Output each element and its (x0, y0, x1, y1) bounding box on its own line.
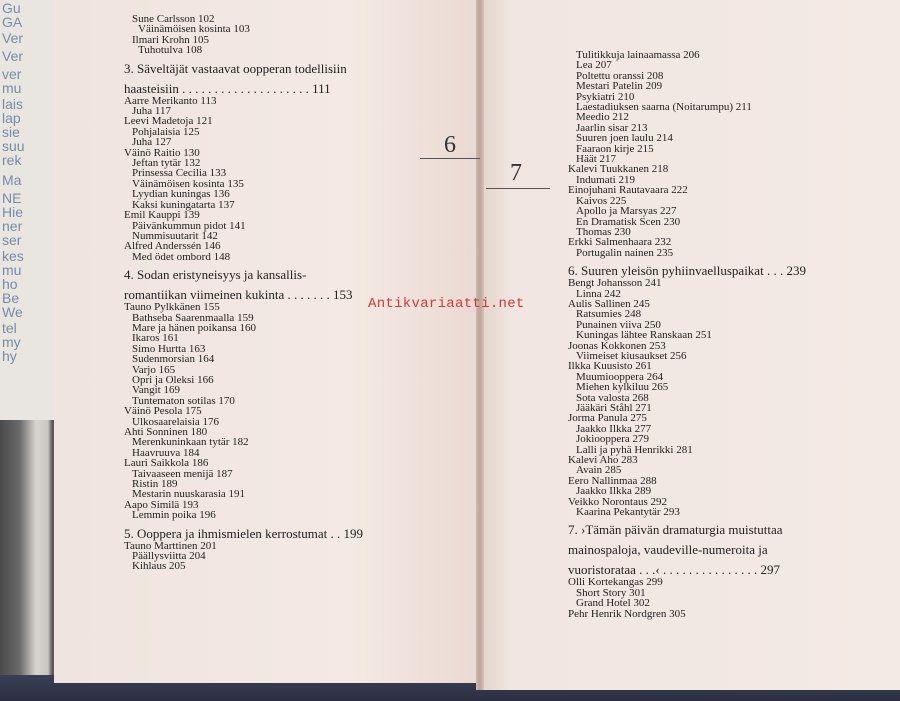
toc-entry-composer: Olli Kortekangas 299 (568, 576, 663, 589)
toc-entry-work: Mestari Patelin 209 (576, 80, 663, 93)
right-page (478, 0, 900, 690)
toc-entry-work: Merenkuninkaan tytär 182 (132, 436, 249, 449)
toc-entry-composer: Einojuhani Rautavaara 222 (568, 184, 688, 197)
toc-entry-work: En Dramatisk Scen 230 (576, 215, 681, 228)
toc-entry-work: Tulitikkuja lainaamassa 206 (576, 49, 700, 61)
background-text-fragment: rek (2, 152, 22, 168)
toc-entry-work: Taivaaseen menijä 187 (132, 467, 233, 480)
toc-entry-work: Ristin 189 (132, 478, 178, 491)
toc-entry-work: Ratsumies 248 (576, 308, 642, 321)
toc-entry-composer: Veikko Norontaus 292 (568, 495, 667, 508)
toc-entry-work: Juha 117 (132, 105, 172, 118)
toc-entry-composer: Aarre Merikanto 113 (124, 94, 217, 107)
toc-entry-work: Lemmin poika 196 (132, 509, 216, 522)
toc-entry-composer: Väinö Pesola 175 (124, 405, 202, 418)
toc-section-heading: 3. Säveltäjät vastaavat oopperan todellisiin (124, 60, 347, 76)
toc-entry-composer: Lauri Saikkola 186 (124, 457, 209, 470)
toc-entry-work: Punainen viiva 250 (576, 318, 661, 331)
toc-entry-work: Tuntematon sotilas 170 (132, 394, 235, 407)
toc-entry-composer: Emil Kauppi 139 (124, 209, 200, 222)
toc-section-heading: mainospaloja, vaudeville-numeroita ja (568, 542, 768, 558)
toc-entry-work: Prinsessa Cecilia 133 (132, 167, 227, 180)
toc-entry-composer: Alfred Anderssén 146 (124, 240, 221, 253)
toc-entry-work: Väinämöisen kosinta 103 (138, 23, 250, 36)
background-text-fragment: lais (2, 96, 24, 112)
background-text-fragment: GA (2, 14, 23, 30)
toc-entry-work: Päivänkummun pidot 141 (132, 219, 246, 232)
toc-entry-work: Haavruuva 184 (132, 446, 200, 459)
toc-entry-work: Faaraon kirje 215 (576, 142, 654, 155)
background-text-fragment: ver (2, 66, 22, 82)
toc-entry-composer: Tauno Pylkkänen 155 (124, 301, 220, 314)
toc-section-heading: romantiikan viimeinen kukinta . . . . . . . 153 (124, 287, 353, 303)
toc-entry-work: Psykiatri 210 (576, 90, 635, 103)
chapter-marker-6: 6 (444, 132, 456, 158)
toc-entry-work: Laestadiuksen saarna (Noitarumpu) 211 (576, 101, 752, 114)
toc-entry-work: Kaivos 225 (576, 194, 627, 207)
toc-entry-composer: Joonas Kokkonen 253 (568, 339, 666, 352)
toc-entry-work: Juha 127 (132, 136, 172, 149)
toc-entry-work: Med ödet ombord 148 (132, 250, 231, 263)
toc-entry-work: Kaksi kuningatarta 137 (132, 198, 235, 211)
book-gutter (476, 0, 484, 690)
background-text-fragment: Ver (2, 30, 24, 46)
toc-entry-composer: Pehr Henrik Nordgren 305 (568, 607, 686, 620)
background-text-fragment: Gu (2, 0, 21, 16)
toc-entry-composer: Bengt Johansson 241 (568, 277, 662, 290)
background-text-fragment: lap (2, 110, 21, 126)
toc-entry-work: Muumiooppera 264 (576, 370, 664, 383)
toc-entry-work: Kaarina Pekantytär 293 (576, 506, 680, 519)
toc-entry-work: Miehen kylkiluu 265 (576, 381, 669, 394)
left-page (54, 0, 480, 683)
background-text-fragment: kes (2, 248, 24, 264)
toc-entry-work: Indumati 219 (576, 173, 635, 186)
watermark: Antikvariaatti.net (368, 296, 525, 312)
toc-entry-work: Jokiooppera 279 (576, 433, 650, 446)
background-text-fragment: ser (2, 232, 22, 248)
background-text-fragment: mu (2, 80, 22, 96)
toc-entry-composer: Kalevi Tuukkanen 218 (568, 163, 669, 176)
toc-entry-composer: Ahti Sonninen 180 (124, 426, 208, 438)
toc-entry-work: Tuhotulva 108 (138, 44, 203, 57)
toc-entry-work: Jaakko Ilkka 277 (576, 422, 652, 435)
toc-section-heading: 6. Suuren yleisön pyhiinvaelluspaikat . . . 239 (568, 263, 806, 279)
toc-entry-composer: Väinö Raitio 130 (124, 146, 200, 159)
toc-entry-work: Ikaros 161 (132, 332, 179, 345)
toc-entry-work: Lalli ja pyhä Henrikki 281 (576, 443, 693, 456)
toc-entry-composer: Aapo Similä 193 (124, 498, 199, 511)
toc-entry-work: Simo Hurtta 163 (132, 342, 206, 355)
toc-entry-composer: Leevi Madetoja 121 (124, 115, 213, 128)
toc-entry-work: Short Story 301 (576, 586, 646, 599)
background-text-fragment: ner (2, 218, 23, 234)
toc-entry-work: Jeftan tytär 132 (132, 157, 201, 170)
chapter-marker-7: 7 (510, 160, 522, 186)
toc-entry-work: Viimeiset kiusaukset 256 (576, 349, 687, 362)
toc-entry-work: Pohjalaisia 125 (132, 125, 200, 138)
toc-entry-work: Varjo 165 (132, 363, 176, 376)
background-book-edge (0, 0, 62, 420)
toc-entry-work: Nummisuutarit 142 (132, 229, 218, 242)
toc-section-heading: 7. ›Tämän päivän dramaturgia muistuttaa (568, 522, 783, 538)
toc-entry-composer: Ilkka Kuusisto 261 (568, 360, 652, 373)
toc-entry-work: Kuningas lähtee Ranskaan 251 (576, 329, 712, 342)
left-toc-column (124, 14, 464, 572)
toc-entry-work: Sota valosta 268 (576, 391, 649, 404)
toc-entry-work: Lyydian kuningas 136 (132, 188, 230, 201)
toc-entry-work: Lea 207 (576, 59, 612, 72)
toc-entry-work: Linna 242 (576, 287, 621, 300)
toc-entry-work: Vangit 169 (132, 384, 180, 397)
toc-entry-work: Häät 217 (576, 153, 617, 166)
toc-section-heading: 5. Ooppera ja ihmismielen kerrostumat . . 199 (124, 525, 364, 541)
toc-entry-work: Apollo ja Marsyas 227 (576, 205, 677, 218)
toc-entry-work: Mare ja hänen poikansa 160 (132, 321, 257, 334)
background-text-fragment: mu (2, 262, 22, 278)
toc-entry-work: Bathseba Saarenmaalla 159 (132, 311, 254, 324)
toc-section-heading: haasteisiin . . . . . . . . . . . . . . . . . . . . 111 (124, 80, 331, 96)
toc-entry-work: Päällysviitta 204 (132, 550, 206, 563)
toc-entry-composer: Aulis Sallinen 245 (568, 297, 650, 310)
toc-entry-composer: Kalevi Aho 283 (568, 454, 638, 467)
chapter-divider-right (486, 188, 550, 189)
background-text-fragment: Ma (2, 172, 22, 188)
toc-entry-work: Poltettu oranssi 208 (576, 69, 664, 82)
toc-entry-work: Ulkosaarelaisia 176 (132, 415, 220, 428)
right-toc-column (568, 50, 888, 619)
toc-entry-composer: Tauno Marttinen 201 (124, 539, 217, 552)
toc-section-heading: 4. Sodan eristyneisyys ja kansallis- (124, 267, 307, 283)
toc-entry-work: Väinämöisen kosinta 135 (132, 177, 244, 190)
toc-entry-work: Suuren joen laulu 214 (576, 132, 673, 145)
toc-entry-work: Meedio 212 (576, 111, 629, 124)
background-text-fragment: tel (2, 320, 17, 336)
background-text-fragment: my (2, 334, 21, 350)
toc-entry-composer: Eero Nallinmaa 288 (568, 474, 657, 487)
toc-entry-work: Grand Hotel 302 (576, 597, 650, 610)
background-text-fragment: NE (2, 190, 22, 206)
toc-entry-work: Jääkäri Ståhl 271 (576, 402, 652, 414)
toc-section-heading: vuoristorataa . . .‹ . . . . . . . . . . . . . . . 297 (568, 562, 780, 578)
toc-entry-work: Sune Carlsson 102 (132, 13, 215, 25)
background-text-fragment: suu (2, 138, 25, 154)
background-text-fragment: Hie (2, 204, 24, 220)
toc-entry-work: Avain 285 (576, 464, 622, 477)
toc-entry-work: Jaarlin sisar 213 (576, 121, 648, 134)
background-text-fragment: Be (2, 290, 20, 306)
toc-entry-work: Kihlaus 205 (132, 560, 186, 573)
toc-entry-work: Portugalin nainen 235 (576, 246, 674, 259)
background-text-fragment: ho (2, 276, 18, 292)
toc-entry-work: Opri ja Oleksi 166 (132, 373, 214, 386)
background-text-fragment: We (2, 304, 23, 320)
toc-entry-work: Mestarin nuuskarasia 191 (132, 488, 246, 501)
background-text-fragment: Ver (2, 48, 24, 64)
toc-entry-composer: Erkki Salmenhaara 232 (568, 236, 672, 249)
toc-entry-work: Sudenmorsian 164 (132, 353, 215, 366)
toc-entry-work: Thomas 230 (576, 225, 631, 238)
background-text-fragment: sie (2, 124, 20, 140)
toc-entry-work: Jaakko Ilkka 289 (576, 485, 652, 498)
toc-entry-composer: Jorma Panula 275 (568, 412, 647, 425)
background-text-fragment: hy (2, 348, 17, 364)
toc-entry-work: Ilmari Krohn 105 (132, 33, 209, 46)
